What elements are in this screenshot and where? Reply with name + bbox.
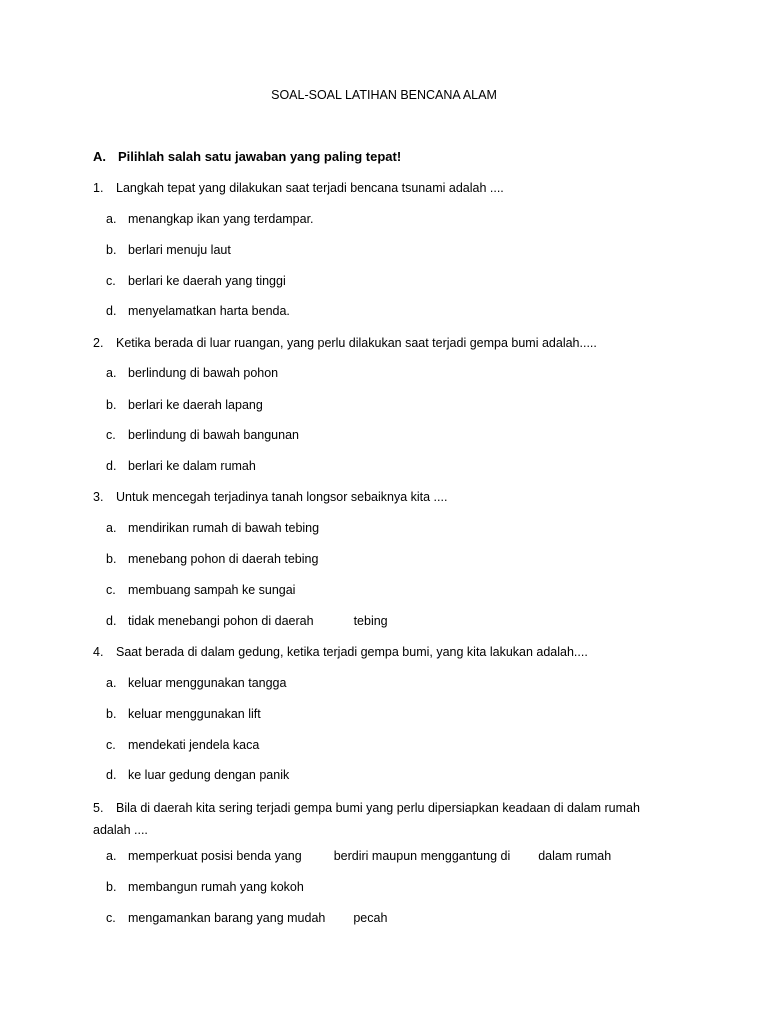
option-text-continued: pecah — [353, 911, 388, 925]
option-3b — [106, 552, 318, 566]
section-label: A. — [93, 149, 106, 164]
option-text: berlari ke dalam rumah — [128, 459, 256, 473]
option-text: ke luar gedung dengan panik — [128, 768, 290, 782]
option-4b — [106, 707, 261, 721]
option-letter: d. — [106, 304, 117, 318]
option-4d — [106, 768, 289, 782]
option-3a — [106, 521, 319, 535]
option-3c — [106, 583, 295, 597]
option-text: keluar menggunakan tangga — [128, 676, 287, 690]
option-text-continued: tebing — [353, 614, 388, 628]
question-text: Langkah tepat yang dilakukan saat terjadi bencana tsunami adalah .... — [116, 181, 504, 195]
option-text: berlindung di bawah pohon — [128, 366, 279, 380]
question-text: Untuk mencegah terjadinya tanah longsor sebaiknya kita .... — [116, 490, 448, 504]
option-5c — [106, 911, 387, 925]
option-2d — [106, 459, 256, 473]
question-number: 5. — [93, 801, 104, 815]
option-letter: d. — [106, 768, 117, 782]
option-letter: c. — [106, 583, 116, 597]
option-text: mengamankan barang yang mudah — [128, 911, 326, 925]
option-letter: d. — [106, 459, 117, 473]
option-letter: c. — [106, 428, 116, 442]
option-letter: b. — [106, 707, 117, 721]
option-letter: b. — [106, 243, 117, 257]
page-title: SOAL-SOAL LATIHAN BENCANA ALAM — [271, 88, 497, 102]
question-5 — [93, 797, 693, 841]
option-letter: a. — [106, 212, 117, 226]
option-letter: a. — [106, 676, 117, 690]
option-text: mendirikan rumah di bawah tebing — [128, 521, 320, 535]
option-text: menangkap ikan yang terdampar. — [128, 212, 314, 226]
option-letter: c. — [106, 274, 116, 288]
question-2 — [93, 336, 597, 350]
option-1a — [106, 212, 314, 226]
option-letter: b. — [106, 880, 117, 894]
option-text-continued: berdiri maupun menggantung di — [333, 849, 511, 863]
option-text: berlari ke daerah lapang — [128, 398, 263, 412]
option-5a — [106, 849, 611, 863]
question-text: Saat berada di dalam gedung, ketika terjadi gempa bumi, yang kita lakukan adalah.... — [116, 645, 588, 659]
option-letter: b. — [106, 552, 117, 566]
option-text: menebang pohon di daerah tebing — [128, 552, 319, 566]
option-text: menyelamatkan harta benda. — [128, 304, 290, 318]
question-3 — [93, 490, 447, 504]
question-number: 1. — [93, 181, 104, 195]
option-1b — [106, 243, 231, 257]
option-letter: d. — [106, 614, 117, 628]
option-text: berlari menuju laut — [128, 243, 231, 257]
question-number: 3. — [93, 490, 104, 504]
option-1d — [106, 304, 290, 318]
option-letter: b. — [106, 398, 117, 412]
section-heading — [93, 149, 401, 164]
option-4c — [106, 738, 259, 752]
option-text: membuang sampah ke sungai — [128, 583, 296, 597]
option-text: keluar menggunakan lift — [128, 707, 261, 721]
option-text: berlari ke daerah yang tinggi — [128, 274, 286, 288]
option-letter: c. — [106, 911, 116, 925]
option-text: tidak menebangi pohon di daerah — [128, 614, 314, 628]
option-letter: a. — [106, 849, 117, 863]
option-text: mendekati jendela kaca — [128, 738, 260, 752]
option-letter: a. — [106, 521, 117, 535]
question-text-continued: adalah .... — [93, 823, 148, 837]
option-text: berlindung di bawah bangunan — [128, 428, 299, 442]
option-5b — [106, 880, 304, 894]
question-text: Ketika berada di luar ruangan, yang perlu dilakukan saat terjadi gempa bumi adalah..... — [116, 336, 597, 350]
section-instruction: Pilihlah salah satu jawaban yang paling tepat! — [118, 149, 402, 164]
option-text: membangun rumah yang kokoh — [128, 880, 304, 894]
option-letter: a. — [106, 366, 117, 380]
option-text: memperkuat posisi benda yang — [128, 849, 302, 863]
question-4 — [93, 645, 588, 659]
question-number: 2. — [93, 336, 104, 350]
option-2b — [106, 398, 263, 412]
question-1 — [93, 181, 504, 195]
option-2a — [106, 366, 278, 380]
option-3d — [106, 614, 388, 628]
question-text: Bila di daerah kita sering terjadi gempa bumi yang perlu dipersiapkan keadaan di dalam rumah — [116, 801, 640, 815]
option-1c — [106, 274, 286, 288]
option-letter: c. — [106, 738, 116, 752]
option-4a — [106, 676, 286, 690]
question-number: 4. — [93, 645, 104, 659]
option-2c — [106, 428, 299, 442]
option-text-continued: dalam rumah — [538, 849, 612, 863]
